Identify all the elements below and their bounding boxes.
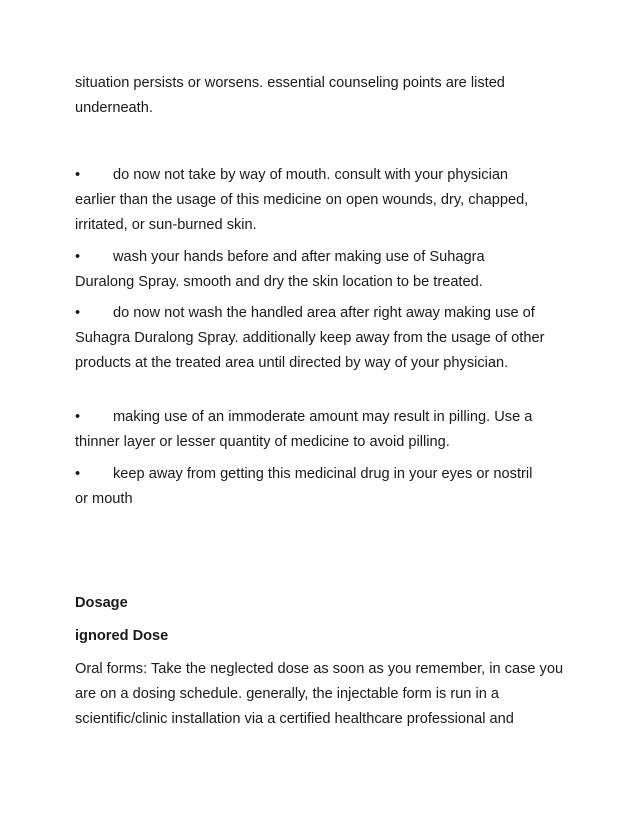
bullet-text-first: do now not take by way of mouth. consult with your physician	[113, 167, 509, 183]
bullet-item	[75, 462, 575, 512]
section-heading: Dosage	[75, 595, 128, 611]
bullet-text-rest: thinner layer or lesser quantity of medicine to avoid pilling.	[75, 434, 450, 450]
bullet-symbol: •	[75, 249, 81, 265]
subsection-heading: ignored Dose	[75, 628, 169, 644]
intro-paragraph	[75, 71, 575, 121]
bullet-text-rest: Duralong Spray. smooth and dry the skin location to be treated.	[75, 274, 483, 290]
bullet-item	[75, 245, 575, 295]
bullet-symbol: •	[75, 167, 81, 183]
bullet-text-first: wash your hands before and after making use of Suhagra	[113, 249, 485, 265]
intro-line-1: situation persists or worsens. essential counseling points are listed	[75, 75, 505, 91]
bullet-text-rest: or mouth	[75, 491, 133, 507]
dose-paragraph: Oral forms: Take the neglected dose as soon as you remember, in case you are on a dosing schedule. generally, the injectable form is run in a scientific/clinic installation via a certified healthcare professional and	[75, 661, 564, 727]
bullet-text-first: do now not wash the handled area after right away making use of	[113, 305, 535, 321]
bullet-symbol: •	[75, 305, 81, 321]
bullet-text-rest: earlier than the usage of this medicine on open wounds, dry, chapped, irritated, or sun-burned skin.	[75, 192, 529, 233]
bullet-item	[75, 301, 575, 376]
bullet-item	[75, 163, 575, 238]
bullet-text-rest: Suhagra Duralong Spray. additionally keep away from the usage of other products at the treated area until directed by way of your physician.	[75, 330, 545, 371]
intro-line-2: underneath.	[75, 100, 153, 116]
bullet-item	[75, 405, 575, 455]
bullet-symbol: •	[75, 466, 81, 482]
bullet-text-first: keep away from getting this medicinal drug in your eyes or nostril	[113, 466, 533, 482]
bullet-text-first: making use of an immoderate amount may result in pilling. Use a	[113, 409, 533, 425]
bullet-symbol: •	[75, 409, 81, 425]
